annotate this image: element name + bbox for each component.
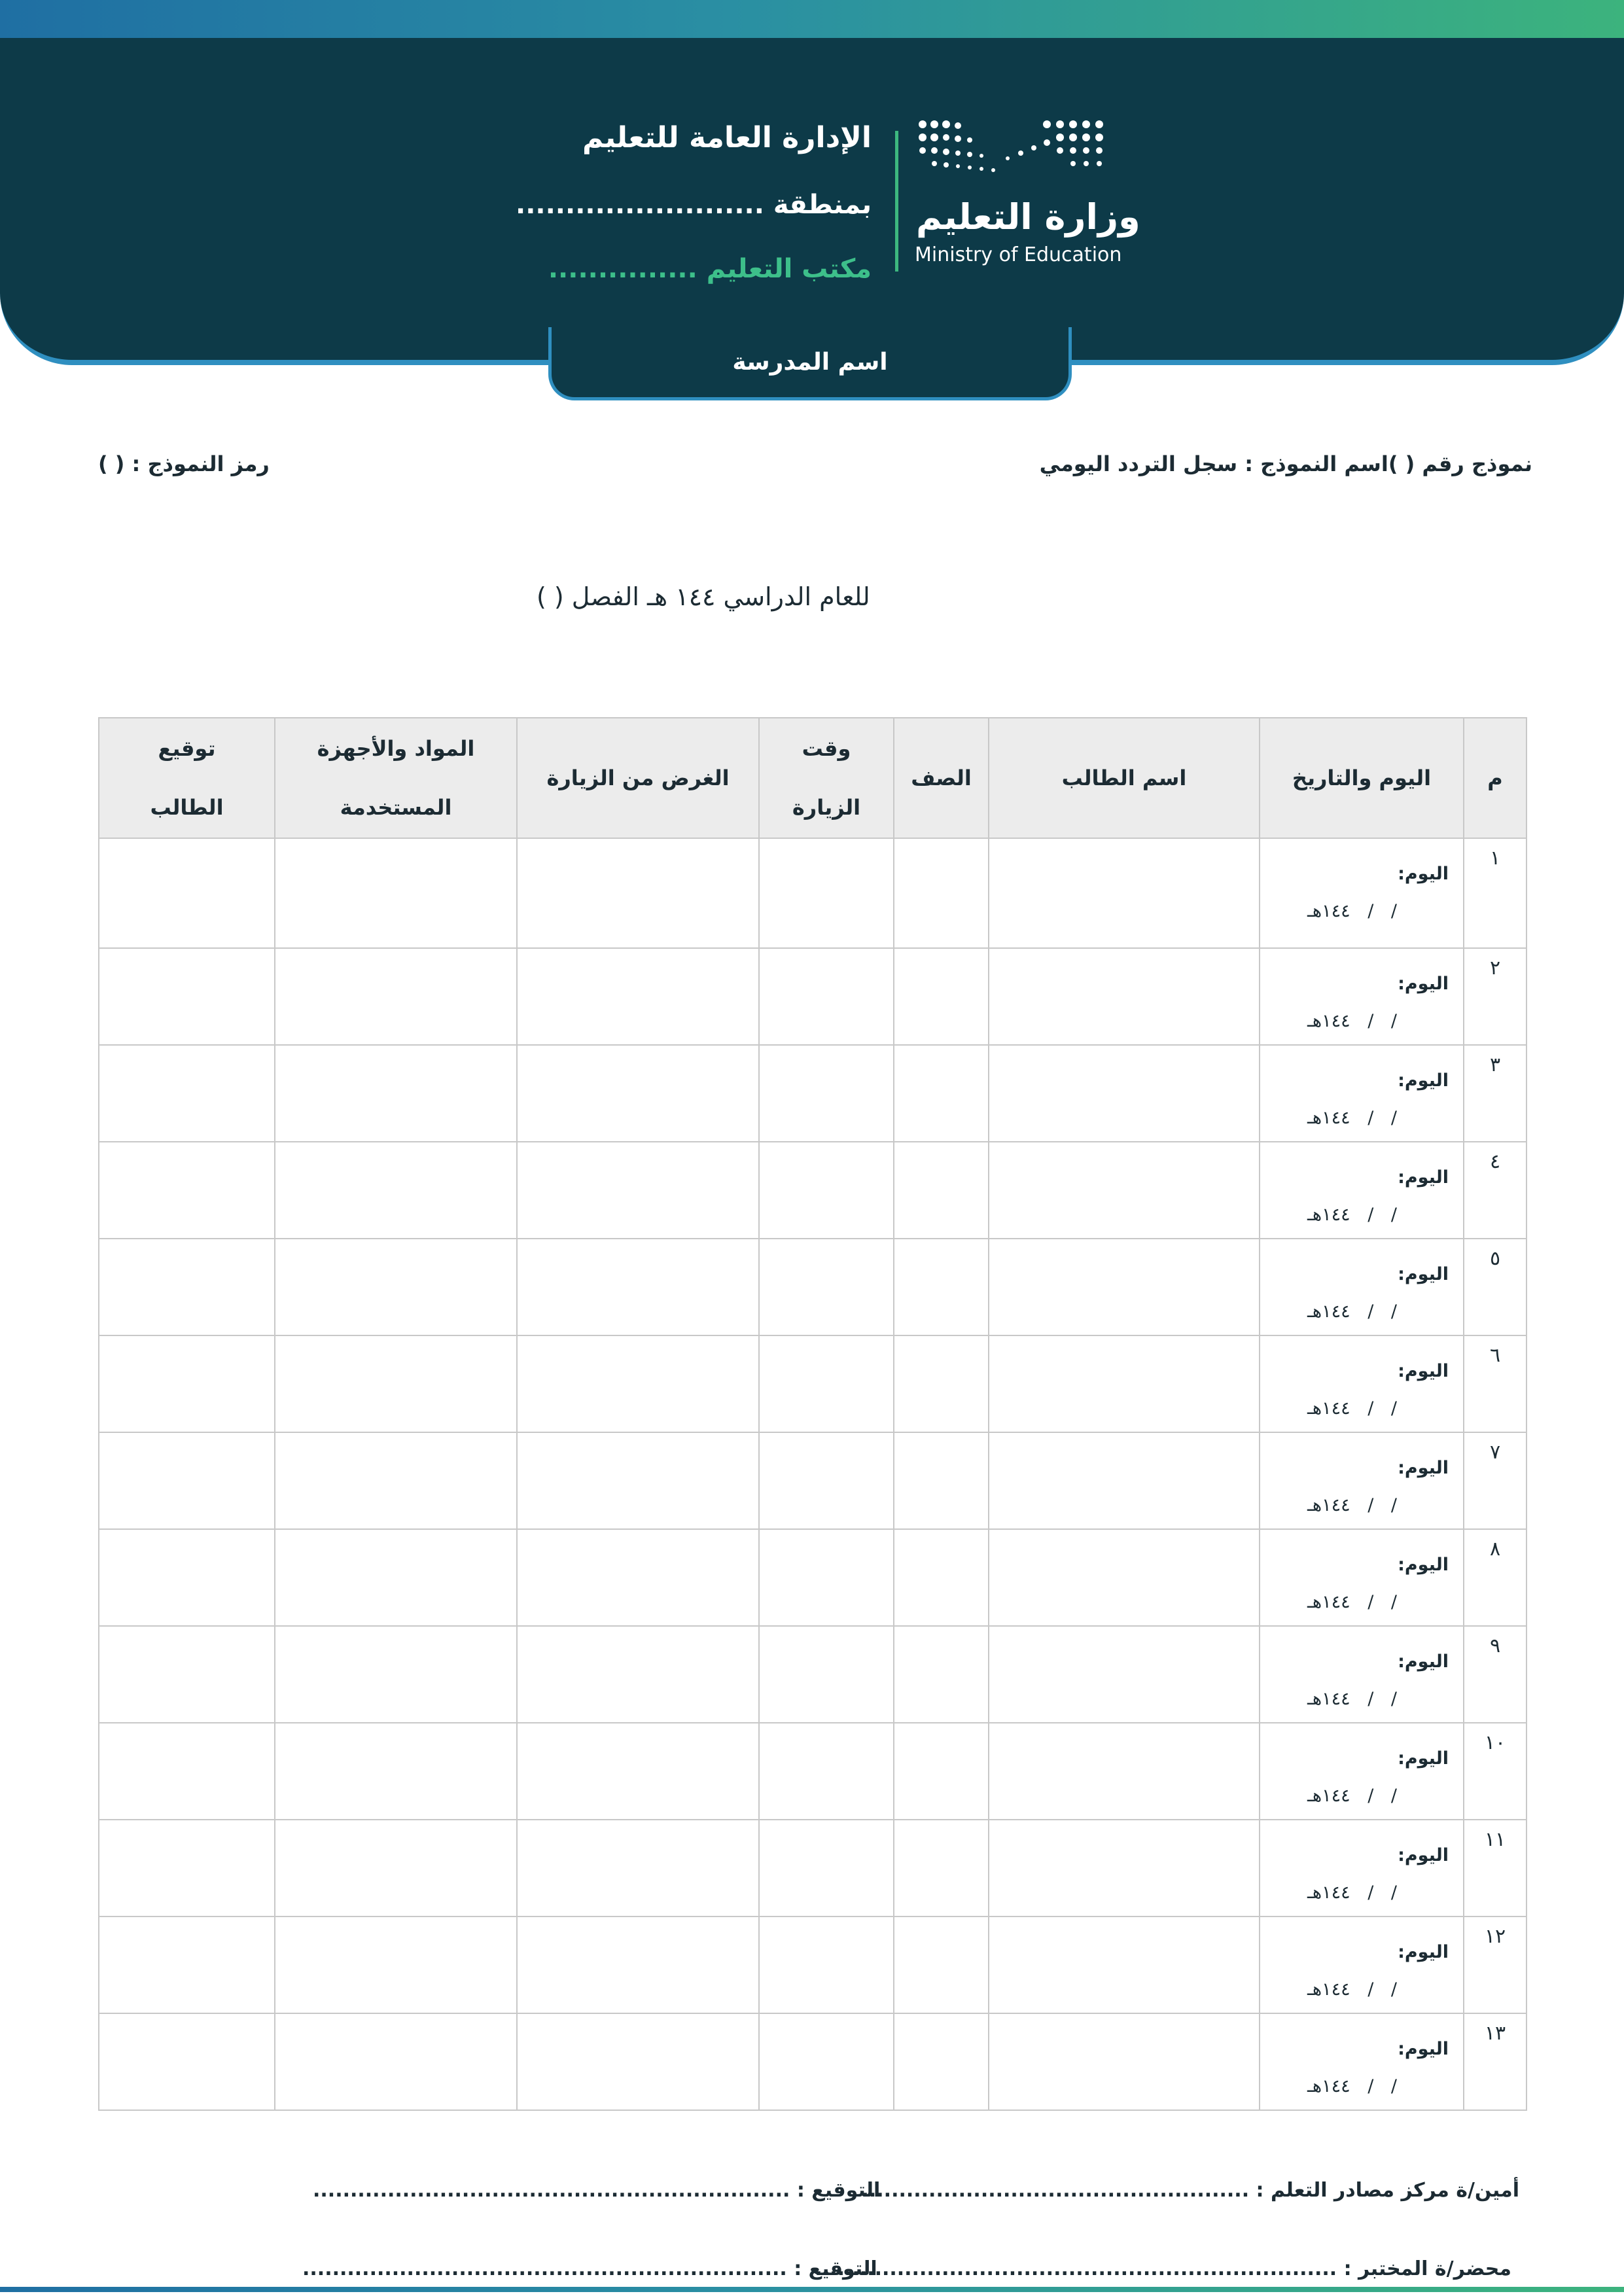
student-name-cell[interactable] xyxy=(989,1142,1260,1239)
hijri-date-label: / / ١٤٤هـ xyxy=(1307,1689,1398,1709)
visit-time-cell[interactable] xyxy=(759,1045,894,1142)
day-date-cell[interactable] xyxy=(1260,1916,1464,2013)
day-date-cell[interactable] xyxy=(1260,1239,1464,1335)
day-date-cell[interactable] xyxy=(1260,1820,1464,1916)
header-num: م xyxy=(1464,718,1527,838)
class-cell[interactable] xyxy=(894,1335,989,1432)
form-number-line: نموذج رقم ( )اسم النموذج : سجل التردد اليومي xyxy=(1039,451,1532,476)
day-label: اليوم: xyxy=(1398,1070,1449,1091)
student-signature-cell[interactable] xyxy=(99,1239,275,1335)
purpose-cell[interactable] xyxy=(517,1820,759,1916)
student-name-cell[interactable] xyxy=(989,1432,1260,1529)
day-label: اليوم: xyxy=(1398,864,1449,884)
purpose-cell[interactable] xyxy=(517,1239,759,1335)
purpose-cell[interactable] xyxy=(517,1916,759,2013)
office-line: مكتب التعليم ............... xyxy=(548,254,872,284)
purpose-cell[interactable] xyxy=(517,838,759,948)
student-name-cell[interactable] xyxy=(989,948,1260,1045)
table-row xyxy=(99,1626,1527,1723)
class-cell[interactable] xyxy=(894,1626,989,1723)
class-cell[interactable] xyxy=(894,1239,989,1335)
materials-cell[interactable] xyxy=(275,1529,517,1626)
ministry-name-english: Ministry of Education xyxy=(915,243,1122,266)
school-name-label: اسم المدرسة xyxy=(732,349,888,376)
purpose-cell[interactable] xyxy=(517,1045,759,1142)
purpose-cell[interactable] xyxy=(517,1432,759,1529)
materials-cell[interactable] xyxy=(275,2013,517,2110)
day-date-cell[interactable] xyxy=(1260,838,1464,948)
student-name-cell[interactable] xyxy=(989,1626,1260,1723)
header-class: الصف xyxy=(894,718,989,838)
materials-cell[interactable] xyxy=(275,1239,517,1335)
student-signature-cell[interactable] xyxy=(99,1820,275,1916)
class-cell[interactable] xyxy=(894,1432,989,1529)
visit-time-cell[interactable] xyxy=(759,1142,894,1239)
hijri-date-label: / / ١٤٤هـ xyxy=(1307,1979,1398,2000)
day-label: اليوم: xyxy=(1398,1264,1449,1284)
hijri-date-label: / / ١٤٤هـ xyxy=(1307,1495,1398,1515)
table-row xyxy=(99,1335,1527,1432)
class-cell[interactable] xyxy=(894,838,989,948)
row-number: ٣ xyxy=(1464,1045,1527,1142)
purpose-cell[interactable] xyxy=(517,1142,759,1239)
class-cell[interactable] xyxy=(894,1529,989,1626)
row-number: ٩ xyxy=(1464,1626,1527,1723)
day-date-cell[interactable] xyxy=(1260,1626,1464,1723)
header-materials: المواد والأجهزة المستخدمة xyxy=(275,718,517,838)
day-date-cell[interactable] xyxy=(1260,948,1464,1045)
materials-cell[interactable] xyxy=(275,1045,517,1142)
visit-time-cell[interactable] xyxy=(759,1529,894,1626)
materials-cell[interactable] xyxy=(275,1335,517,1432)
day-label: اليوم: xyxy=(1398,1458,1449,1478)
table-row xyxy=(99,1529,1527,1626)
materials-cell[interactable] xyxy=(275,1432,517,1529)
student-signature-cell[interactable] xyxy=(99,1916,275,2013)
day-date-cell[interactable] xyxy=(1260,1723,1464,1820)
row-number: ٤ xyxy=(1464,1142,1527,1239)
visit-time-cell[interactable] xyxy=(759,1626,894,1723)
student-name-cell[interactable] xyxy=(989,1239,1260,1335)
class-cell[interactable] xyxy=(894,2013,989,2110)
lrc-keeper-line: أمين/ة مركز مصادر التعلم : .................................................... xyxy=(861,2179,1519,2202)
day-date-cell[interactable] xyxy=(1260,1335,1464,1432)
table-row xyxy=(99,1916,1527,2013)
materials-cell[interactable] xyxy=(275,1142,517,1239)
table-row xyxy=(99,1820,1527,1916)
header-divider xyxy=(895,131,898,272)
student-name-cell[interactable] xyxy=(989,1529,1260,1626)
row-number: ٦ xyxy=(1464,1335,1527,1432)
lab-signature-line: التوقيع : ................................................................. xyxy=(302,2257,877,2280)
row-number: ٧ xyxy=(1464,1432,1527,1529)
ministry-logo-icon xyxy=(916,116,1112,188)
table-row xyxy=(99,948,1527,1045)
class-cell[interactable] xyxy=(894,1045,989,1142)
student-name-cell[interactable] xyxy=(989,1916,1260,2013)
student-signature-cell[interactable] xyxy=(99,1723,275,1820)
day-label: اليوم: xyxy=(1398,1555,1449,1575)
ministry-name-arabic: وزارة التعليم xyxy=(916,196,1140,238)
header-student-name: اسم الطالب xyxy=(989,718,1260,838)
day-label: اليوم: xyxy=(1398,974,1449,994)
row-number: ٢ xyxy=(1464,948,1527,1045)
visit-time-cell[interactable] xyxy=(759,1916,894,2013)
attendance-log-table xyxy=(98,717,1527,2111)
lrc-signature-line: التوقيع : ................................................................ xyxy=(313,2179,881,2202)
student-name-cell[interactable] xyxy=(989,1335,1260,1432)
class-cell[interactable] xyxy=(894,948,989,1045)
day-date-cell[interactable] xyxy=(1260,1432,1464,1529)
header-visit-time: وقت الزيارة xyxy=(759,718,894,838)
day-label: اليوم: xyxy=(1398,1845,1449,1865)
visit-time-cell[interactable] xyxy=(759,1239,894,1335)
hijri-date-label: / / ١٤٤هـ xyxy=(1307,1301,1398,1322)
hijri-date-label: / / ١٤٤هـ xyxy=(1307,1205,1398,1225)
student-signature-cell[interactable] xyxy=(99,838,275,948)
region-line: بمنطقة ......................... xyxy=(516,190,872,220)
hijri-date-label: / / ١٤٤هـ xyxy=(1307,901,1398,921)
day-label: اليوم: xyxy=(1398,1167,1449,1188)
class-cell[interactable] xyxy=(894,1142,989,1239)
student-signature-cell[interactable] xyxy=(99,948,275,1045)
purpose-cell[interactable] xyxy=(517,948,759,1045)
materials-cell[interactable] xyxy=(275,948,517,1045)
student-name-cell[interactable] xyxy=(989,1820,1260,1916)
header-purpose: الغرض من الزيارة xyxy=(517,718,759,838)
purpose-cell[interactable] xyxy=(517,1723,759,1820)
top-gradient-bar xyxy=(0,0,1624,39)
hijri-date-label: / / ١٤٤هـ xyxy=(1307,1011,1398,1031)
row-number: ٥ xyxy=(1464,1239,1527,1335)
day-date-cell[interactable] xyxy=(1260,1045,1464,1142)
hijri-date-label: / / ١٤٤هـ xyxy=(1307,1592,1398,1612)
visit-time-cell[interactable] xyxy=(759,2013,894,2110)
form-code-line: رمز النموذج : ( ) xyxy=(98,451,270,476)
row-number: ١٢ xyxy=(1464,1916,1527,2013)
admin-title: الإدارة العامة للتعليم xyxy=(582,121,872,154)
hijri-date-label: / / ١٤٤هـ xyxy=(1307,1108,1398,1128)
header-day-date: اليوم والتاريخ xyxy=(1260,718,1464,838)
day-label: اليوم: xyxy=(1398,2039,1449,2059)
hijri-date-label: / / ١٤٤هـ xyxy=(1307,2076,1398,2096)
academic-year-line: للعام الدراسي ١٤٤ هـ الفصل ( ) xyxy=(537,582,870,611)
row-number: ١٣ xyxy=(1464,2013,1527,2110)
hijri-date-label: / / ١٤٤هـ xyxy=(1307,1882,1398,1903)
materials-cell[interactable] xyxy=(275,1916,517,2013)
hijri-date-label: / / ١٤٤هـ xyxy=(1307,1786,1398,1806)
student-signature-cell[interactable] xyxy=(99,1432,275,1529)
student-signature-cell[interactable] xyxy=(99,1335,275,1432)
day-date-cell[interactable] xyxy=(1260,1529,1464,1626)
table-row xyxy=(99,1045,1527,1142)
student-signature-cell[interactable] xyxy=(99,1045,275,1142)
visit-time-cell[interactable] xyxy=(759,948,894,1045)
day-label: اليوم: xyxy=(1398,1651,1449,1672)
student-signature-cell[interactable] xyxy=(99,1529,275,1626)
table-row xyxy=(99,1723,1527,1820)
student-name-cell[interactable] xyxy=(989,2013,1260,2110)
table-header-row xyxy=(99,718,1527,838)
materials-cell[interactable] xyxy=(275,838,517,948)
materials-cell[interactable] xyxy=(275,1626,517,1723)
class-cell[interactable] xyxy=(894,1820,989,1916)
row-number: ١١ xyxy=(1464,1820,1527,1916)
table-row xyxy=(99,1142,1527,1239)
day-date-cell[interactable] xyxy=(1260,2013,1464,2110)
table-row xyxy=(99,1239,1527,1335)
purpose-cell[interactable] xyxy=(517,1335,759,1432)
row-number: ٨ xyxy=(1464,1529,1527,1626)
student-signature-cell[interactable] xyxy=(99,2013,275,2110)
student-name-cell[interactable] xyxy=(989,838,1260,948)
purpose-cell[interactable] xyxy=(517,1626,759,1723)
table-row xyxy=(99,2013,1527,2110)
table-row xyxy=(99,838,1527,948)
row-number: ١ xyxy=(1464,838,1527,948)
hijri-date-label: / / ١٤٤هـ xyxy=(1307,1398,1398,1419)
visit-time-cell[interactable] xyxy=(759,1820,894,1916)
class-cell[interactable] xyxy=(894,1916,989,2013)
visit-time-cell[interactable] xyxy=(759,1432,894,1529)
school-name-tab xyxy=(548,327,1072,400)
purpose-cell[interactable] xyxy=(517,2013,759,2110)
visit-time-cell[interactable] xyxy=(759,1723,894,1820)
visit-time-cell[interactable] xyxy=(759,838,894,948)
materials-cell[interactable] xyxy=(275,1723,517,1820)
class-cell[interactable] xyxy=(894,1723,989,1820)
table-row xyxy=(99,1432,1527,1529)
visit-time-cell[interactable] xyxy=(759,1335,894,1432)
day-label: اليوم: xyxy=(1398,1748,1449,1769)
purpose-cell[interactable] xyxy=(517,1529,759,1626)
bottom-gradient-line xyxy=(0,2287,1624,2292)
student-name-cell[interactable] xyxy=(989,1723,1260,1820)
student-signature-cell[interactable] xyxy=(99,1626,275,1723)
day-label: اليوم: xyxy=(1398,1361,1449,1381)
student-name-cell[interactable] xyxy=(989,1045,1260,1142)
materials-cell[interactable] xyxy=(275,1820,517,1916)
header-student-signature: توقيع الطالب xyxy=(99,718,275,838)
student-signature-cell[interactable] xyxy=(99,1142,275,1239)
day-date-cell[interactable] xyxy=(1260,1142,1464,1239)
day-label: اليوم: xyxy=(1398,1942,1449,1962)
lab-preparer-line: محضر/ة المختبر : ...................................................................... xyxy=(815,2257,1511,2280)
row-number: ١٠ xyxy=(1464,1723,1527,1820)
